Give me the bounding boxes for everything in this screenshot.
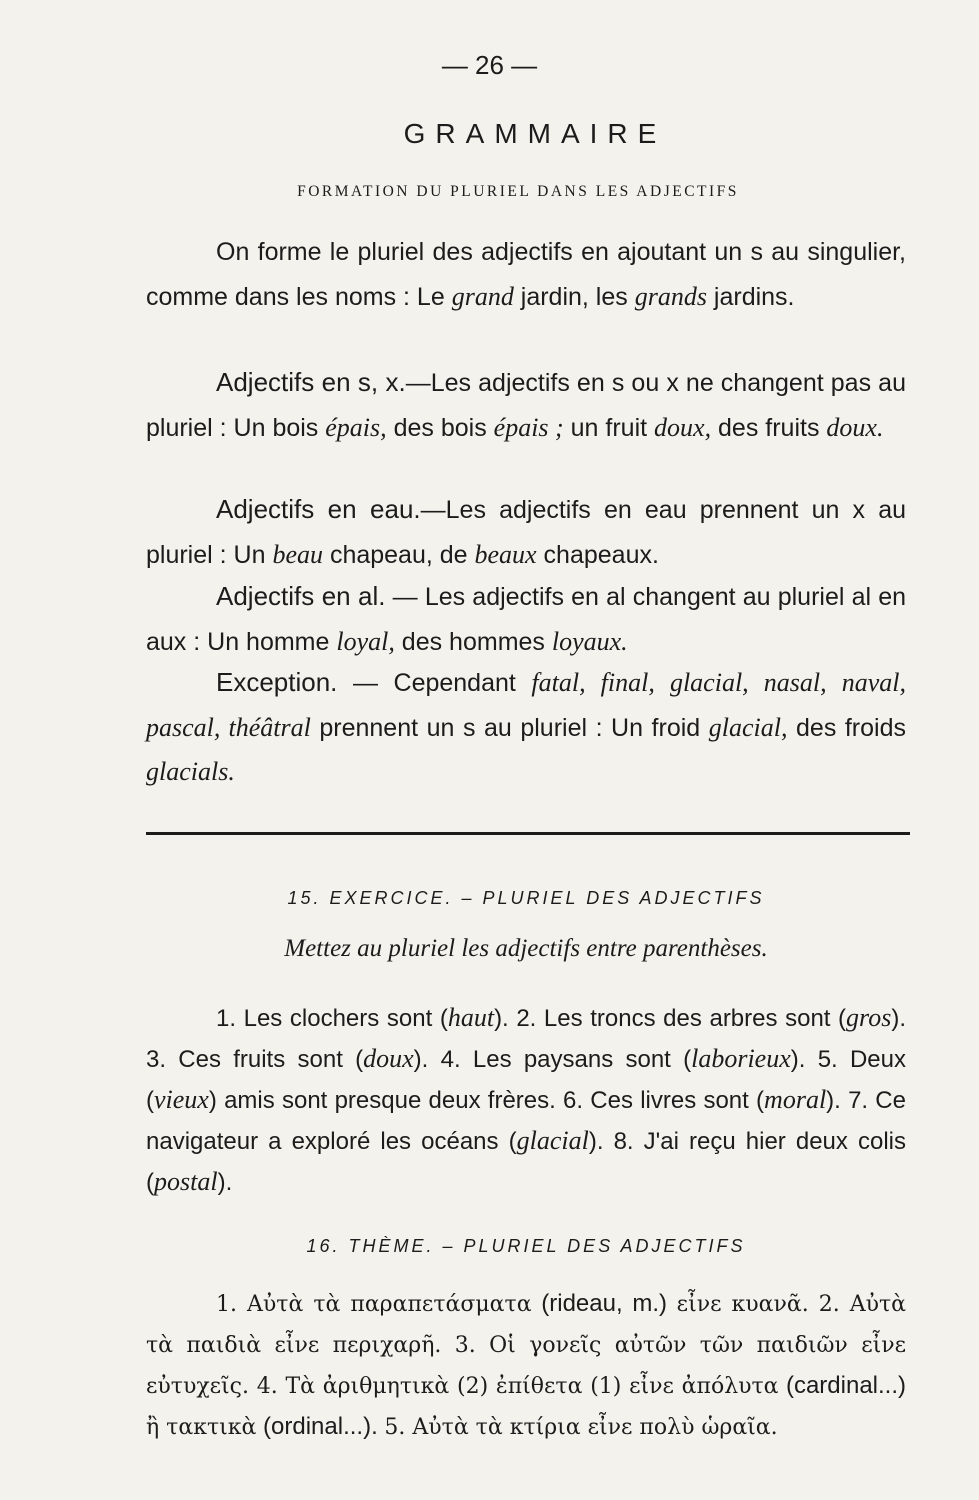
- page-number: — 26 —: [441, 50, 538, 80]
- adjective: moral: [764, 1085, 827, 1114]
- adjective: gros: [846, 1003, 892, 1032]
- example-word: glacial,: [708, 712, 788, 742]
- example-word: grand: [451, 281, 514, 311]
- text: des hommes: [394, 627, 552, 656]
- text: des bois: [386, 413, 494, 442]
- text: ).: [217, 1169, 233, 1196]
- section-title: GRAMMAIRE: [403, 118, 667, 149]
- rule-heading: Exception.: [216, 667, 338, 697]
- section-divider: [146, 832, 910, 835]
- example-word: doux,: [654, 412, 712, 442]
- text: 1. Les clochers sont (: [216, 1005, 448, 1032]
- text: des froids: [787, 713, 906, 742]
- text: —Les adjectifs en s ou x ne changent pas au pluriel : Un bois: [146, 369, 906, 442]
- exercise-15-text: [146, 998, 906, 1203]
- text: — Les adjectifs en al changent au pluriel al en aux : Un homme: [146, 583, 906, 656]
- rule-heading: Adjectifs en al.: [216, 581, 386, 611]
- rule-heading: Adjectifs en s, x.: [216, 367, 406, 397]
- text: jardins.: [706, 282, 795, 311]
- text: On forme le pluriel des adjectifs en ajoutant un s au singulier, comme dans les noms : Le: [146, 238, 906, 311]
- adjective: postal: [154, 1167, 218, 1196]
- rule-eau: [146, 487, 906, 577]
- greek-text: 5. Αὐτὰ τὰ κτίρια εἶνε πολὺ ὡραῖα.: [384, 1415, 778, 1440]
- exception-rule: [146, 660, 906, 795]
- text: des fruits: [711, 413, 827, 442]
- text: (rideau, m.): [531, 1290, 677, 1317]
- text: ). 8. J'ai reçu hier deux colis (: [146, 1128, 906, 1196]
- theme-16-heading: 16. THÈME. – PLURIEL DES ADJECTIFS: [306, 1236, 746, 1256]
- exercise-15-heading: 15. EXERCICE. – PLURIEL DES ADJECTIFS: [287, 888, 765, 908]
- text: —Les adjectifs en eau prennent un x au pluriel : Un: [146, 496, 907, 569]
- example-word: épais,: [325, 412, 387, 442]
- example-word: fatal, final, glacial, nasal, naval, pascal, théâtral: [146, 668, 906, 742]
- text: (cardinal...): [778, 1372, 906, 1399]
- text: chapeaux.: [536, 540, 659, 569]
- adjective: glacial: [516, 1126, 589, 1155]
- adjective: laborieux: [691, 1044, 791, 1073]
- greek-text: 1. Αὐτὰ τὰ παραπετάσματα: [216, 1292, 532, 1317]
- adjective: haut: [447, 1003, 495, 1032]
- example-word: loyal,: [336, 626, 395, 656]
- example-word: glacials.: [146, 757, 235, 786]
- greek-text: εἶνε κυανᾶ. 2. Αὐτὰ τὰ παιδιὰ εἶνε περιχαρῆ. 3. Οἱ γονεῖς αὐτῶν τῶν παιδιῶν εἶνε εὐτυχεῖς. 4. Τὰ ἀριθμητικὰ (2) ἐπίθετα (1) εἶνε ἀπόλυτα: [146, 1292, 907, 1399]
- example-word: épais ;: [493, 412, 564, 442]
- text: ). 3. Ces fruits sont (: [146, 1005, 906, 1073]
- example-word: beau: [272, 539, 323, 569]
- text: ) amis sont presque deux frères. 6. Ces livres sont (: [208, 1087, 765, 1114]
- text: — Cependant: [337, 669, 532, 697]
- text: un fruit: [563, 413, 655, 442]
- rule-heading: Adjectifs en eau.: [216, 494, 421, 524]
- section-subtitle: FORMATION DU PLURIEL DANS LES ADJECTIFS: [297, 183, 739, 200]
- example-word: doux.: [826, 412, 884, 442]
- rule-al: [146, 574, 906, 664]
- text: ). 2. Les troncs des arbres sont (: [494, 1005, 847, 1032]
- rule-s-x: [146, 360, 906, 450]
- intro-paragraph: [146, 230, 906, 319]
- text: prennent un s au pluriel : Un froid: [310, 713, 709, 742]
- example-word: loyaux.: [551, 626, 628, 656]
- adjective: vieux: [154, 1085, 209, 1114]
- text: ). 4. Les paysans sont (: [413, 1046, 692, 1073]
- text: jardin, les: [513, 282, 635, 311]
- example-word: grands: [634, 281, 707, 311]
- text: ). 7. Ce navigateur a exploré les océans (: [146, 1087, 906, 1155]
- text: chapeau, de: [323, 540, 475, 569]
- text: ). 5. Deux (: [146, 1046, 906, 1114]
- theme-16-text: [146, 1284, 906, 1448]
- example-word: beaux: [474, 539, 537, 569]
- exercise-instruction: Mettez au pluriel les adjectifs entre parenthèses.: [284, 935, 768, 962]
- greek-text: ἢ τακτικὰ: [146, 1415, 257, 1440]
- adjective: doux: [363, 1044, 414, 1073]
- text: (ordinal...).: [256, 1413, 385, 1440]
